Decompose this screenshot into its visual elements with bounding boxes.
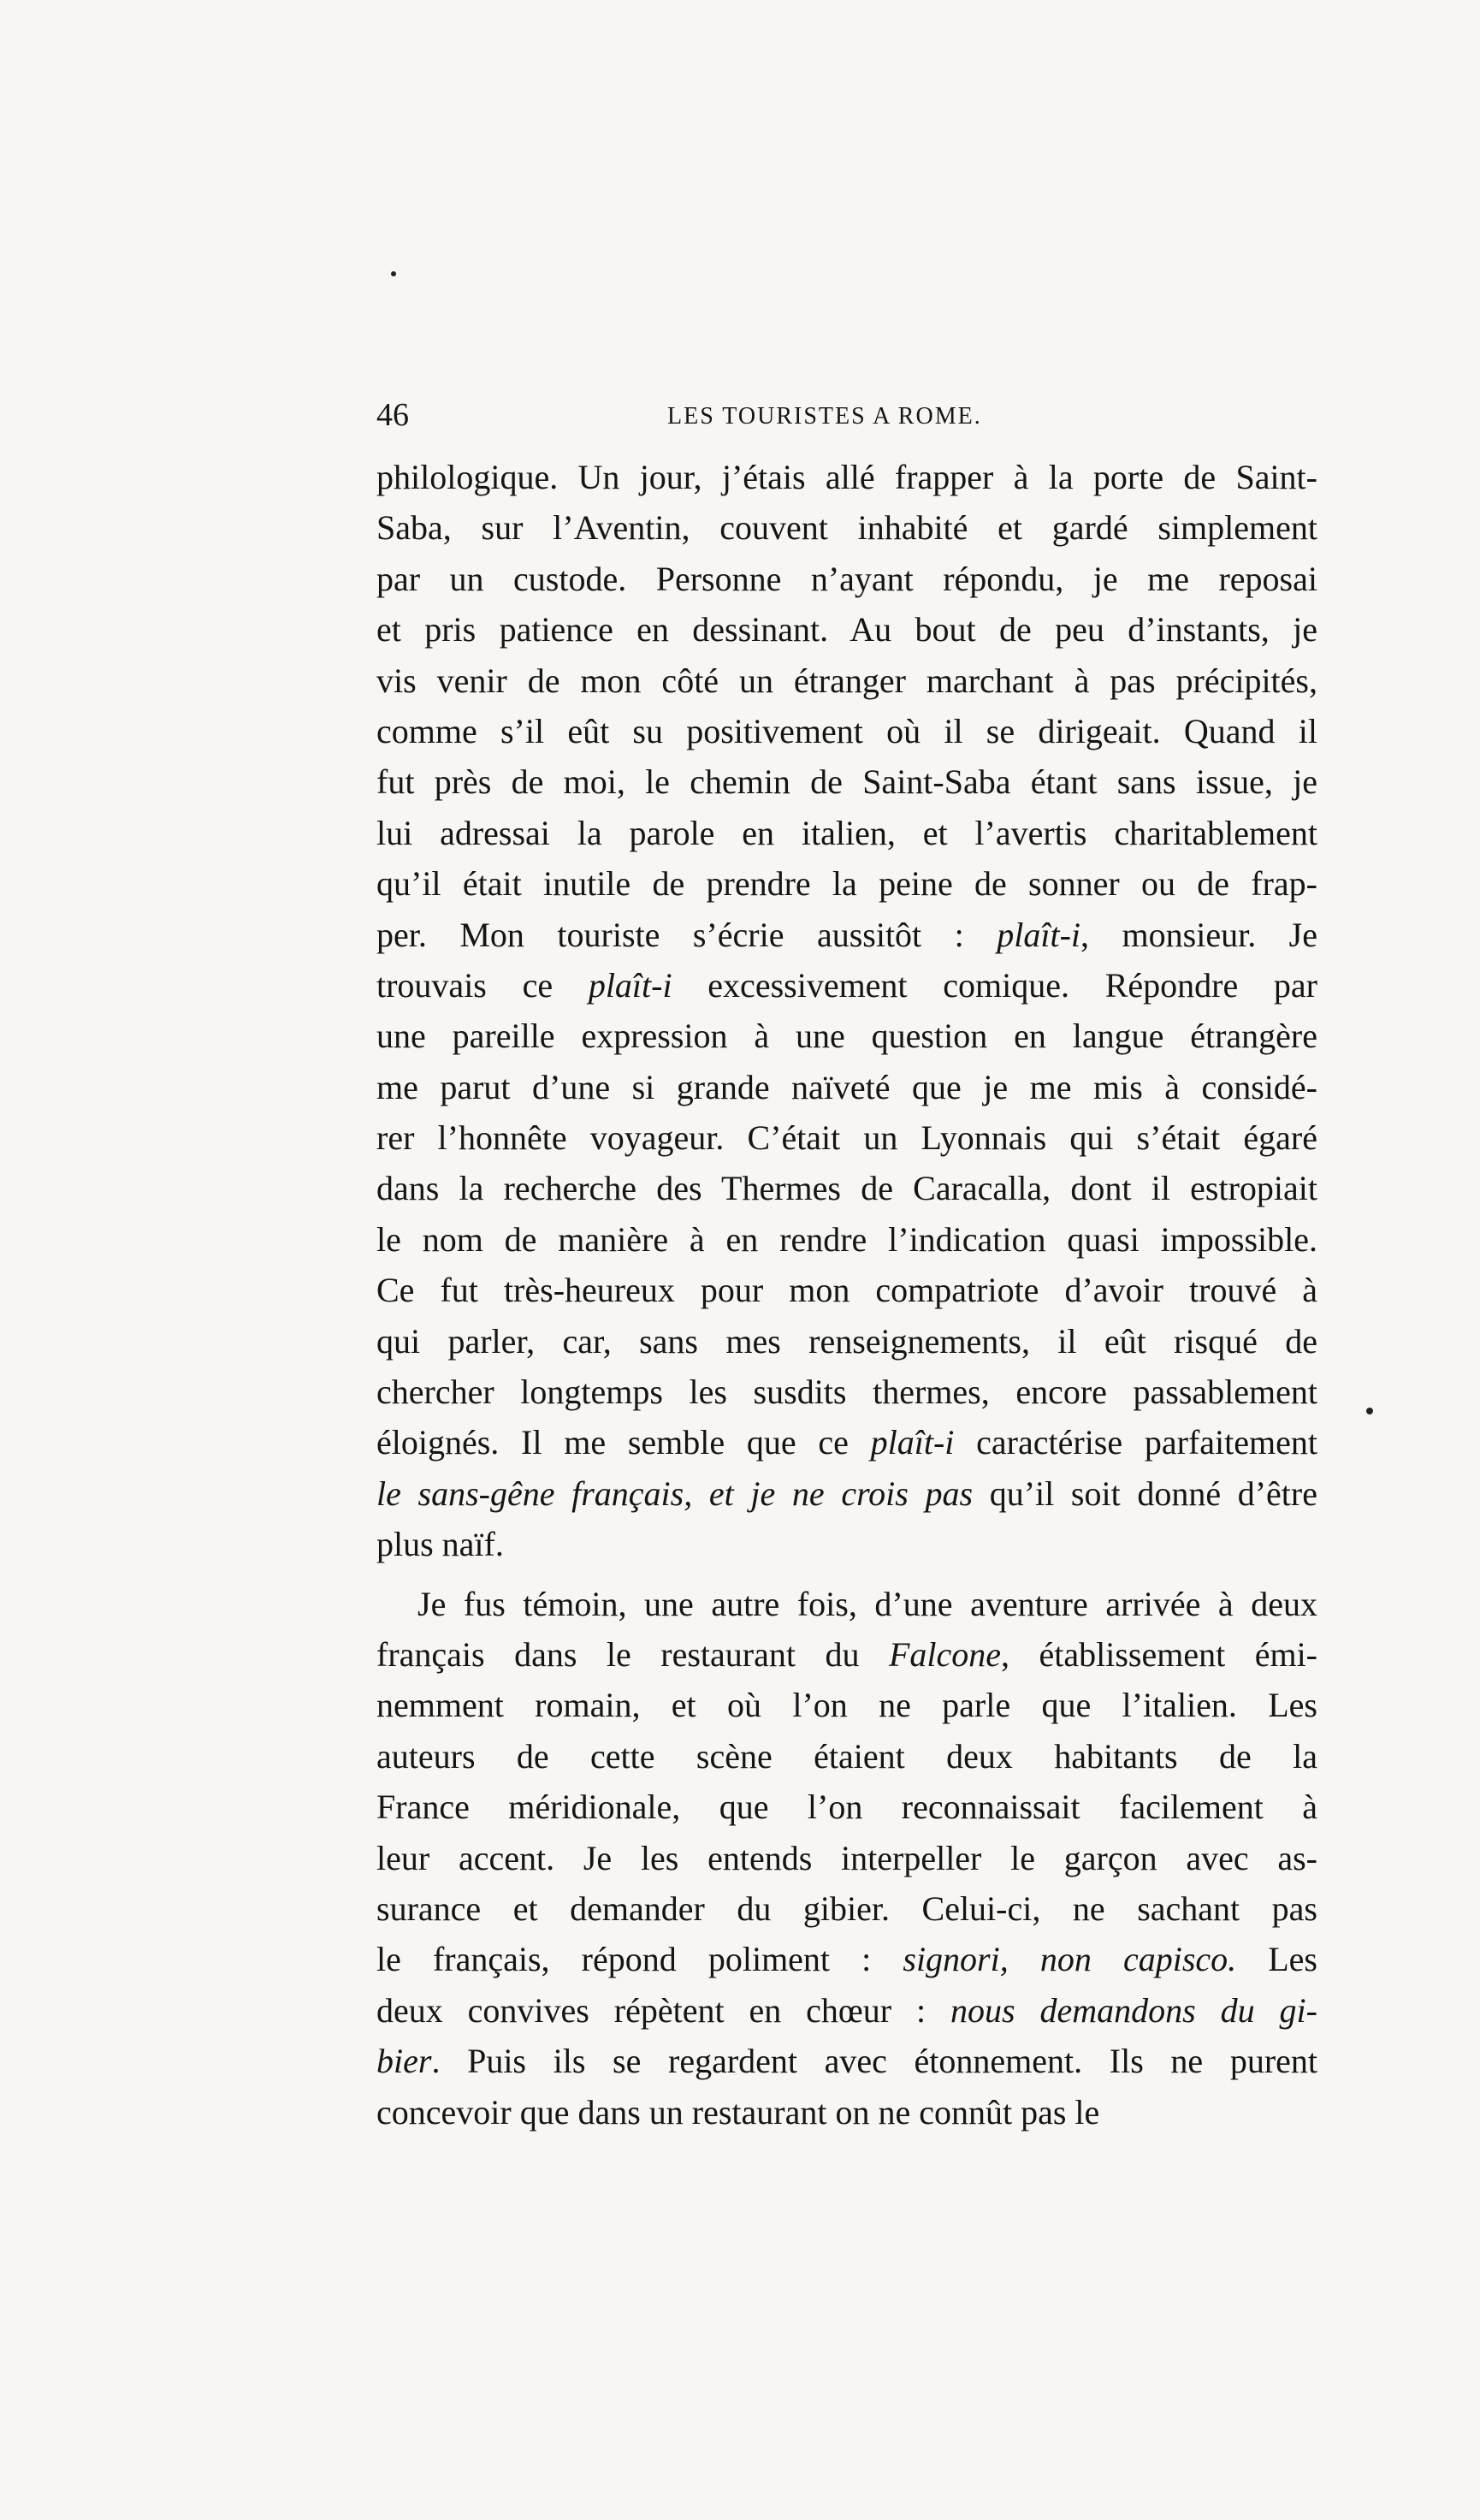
running-head: [376, 394, 1309, 436]
italic-text: le sans-gêne français, et je ne crois pas: [376, 1473, 974, 1513]
text-line: [376, 1985, 1317, 2036]
text-fragment: , établissement émi-: [1001, 1634, 1317, 1674]
ink-speck: [391, 271, 396, 276]
text-fragment: français dans le restaurant du: [376, 1634, 889, 1674]
text-line: plus naïf.: [376, 1525, 504, 1564]
text-line: philologique. Un jour, j’étais allé frapper à la porte de Saint-: [376, 458, 1317, 496]
text-line: [376, 1934, 1317, 1984]
italic-text: plaît-i: [870, 1423, 955, 1462]
ink-speck: [1366, 1408, 1373, 1414]
text-line: me parut d’une si grande naïveté que je me mis à considé-: [376, 1067, 1317, 1106]
text-line: [376, 1468, 1317, 1519]
text-line: surance et demander du gibier. Celui-ci, ne sachant pas: [376, 1889, 1317, 1928]
text-fragment: caractérise parfaitement: [954, 1423, 1317, 1462]
italic-text: plaît-i: [588, 965, 672, 1005]
text-line: le nom de manière à en rendre l’indication quasi impossible.: [376, 1219, 1317, 1259]
text-line: Saba, sur l’Aventin, couvent inhabité et gardé simplement: [376, 508, 1317, 548]
text-line: qu’il était inutile de prendre la peine de sonner ou de frap-: [376, 864, 1317, 904]
italic-text: bier: [376, 2042, 432, 2081]
text-fragment: éloignés. Il me semble que ce: [376, 1423, 871, 1462]
text-fragment: le français, répond poliment :: [376, 1940, 903, 1979]
text-line: [376, 1417, 1317, 1468]
text-line: vis venir de mon côté un étranger marchant à pas précipités,: [376, 661, 1317, 700]
text-line: [376, 2036, 1317, 2086]
text-line: fut près de moi, le chemin de Saint-Saba étant sans issue, je: [376, 762, 1317, 802]
text-line: et pris patience en dessinant. Au bout de peu d’instants, je: [376, 610, 1317, 649]
text-line: Je fus témoin, une autre fois, d’une aventure arrivée à deux: [417, 1584, 1317, 1623]
text-line: Ce fut très-heureux pour mon compatriote d’avoir trouvé à: [376, 1271, 1317, 1310]
paragraph-2: [376, 1579, 1317, 2138]
text-fragment: , monsieur. Je: [1080, 915, 1317, 954]
text-fragment: excessivement comique. Répondre par: [672, 965, 1317, 1005]
text-line: nemment romain, et où l’on ne parle que l’italien. Les: [376, 1686, 1317, 1725]
text-line: lui adressai la parole en italien, et l’avertis charitablement: [376, 813, 1317, 852]
italic-text: nous demandons du gi-: [950, 1990, 1317, 2030]
text-line: concevoir que dans un restaurant on ne connût pas le: [376, 2092, 1100, 2132]
text-line: [376, 910, 1317, 960]
text-line: par un custode. Personne n’ayant répondu, je me reposai: [376, 559, 1317, 598]
running-title: LES TOURISTES A ROME.: [667, 403, 982, 430]
text-line: chercher longtemps les susdits thermes, encore passablement: [376, 1373, 1317, 1412]
text-line: France méridionale, que l’on reconnaissait facilement à: [376, 1788, 1317, 1827]
text-fragment: qu’il soit donné d’être: [973, 1473, 1317, 1513]
text-line: comme s’il eût su positivement où il se dirigeait. Quand il: [376, 711, 1317, 750]
italic-text: plaît-i: [997, 915, 1081, 954]
text-fragment: trouvais ce: [376, 965, 589, 1005]
text-line: auteurs de cette scène étaient deux habitants de la: [376, 1736, 1317, 1776]
italic-text: signori, non capisco.: [903, 1940, 1237, 1979]
text-fragment: deux convives répètent en chœur :: [376, 1990, 951, 2030]
text-fragment: . Puis ils se regardent avec étonnement. Ils ne purent: [431, 2042, 1317, 2081]
paragraph-gap: [376, 1570, 1317, 1579]
text-line: dans la recherche des Thermes de Caracalla, dont il estropiait: [376, 1169, 1317, 1208]
text-line: [376, 960, 1317, 1011]
body-text: [376, 452, 1317, 2138]
text-fragment: per. Mon touriste s’écrie aussitôt :: [376, 915, 998, 954]
text-fragment: Les: [1236, 1940, 1317, 1979]
text-line: [376, 1629, 1317, 1680]
text-line: leur accent. Je les entends interpeller le garçon avec as-: [376, 1838, 1317, 1877]
page-number: 46: [376, 397, 409, 433]
text-line: une pareille expression à une question en langue étrangère: [376, 1017, 1317, 1056]
text-line: qui parler, car, sans mes renseignements, il eût risqué de: [376, 1321, 1317, 1361]
text-line: rer l’honnête voyageur. C’était un Lyonnais qui s’était égaré: [376, 1118, 1317, 1158]
paragraph-1: [376, 452, 1317, 1570]
italic-text: Falcone: [888, 1634, 1001, 1674]
